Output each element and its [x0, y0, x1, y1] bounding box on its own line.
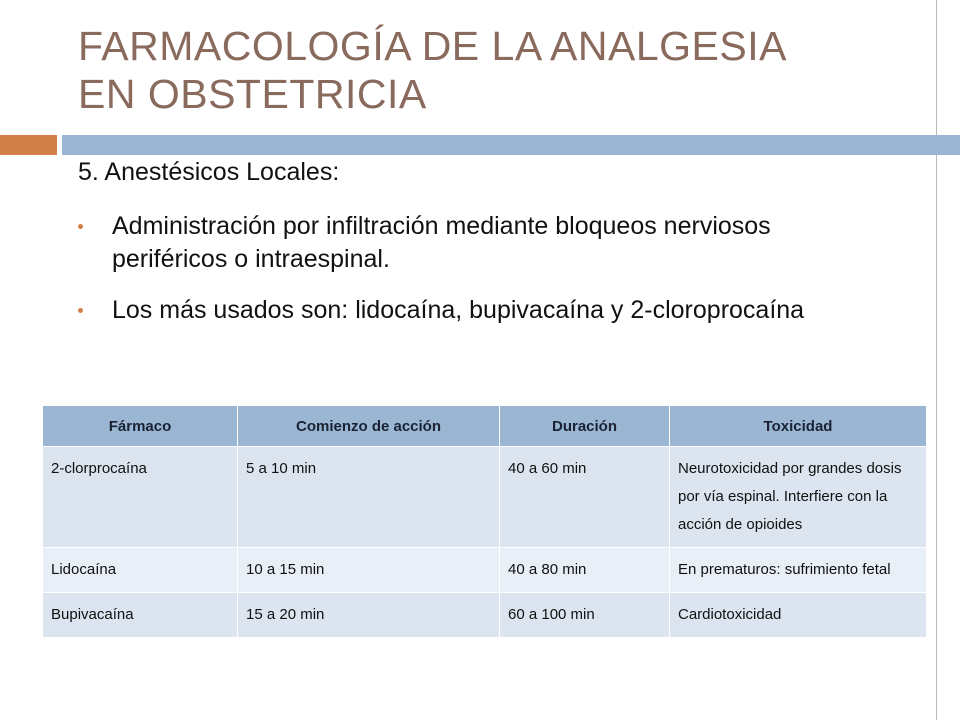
bullet-text: Los más usados son: lidocaína, bupivacaína y 2-cloroprocaína	[112, 296, 805, 324]
cell-toxicity: Cardiotoxicidad	[670, 593, 927, 638]
title-accent-bar-blue	[62, 135, 960, 155]
cell-duration: 40 a 80 min	[500, 548, 670, 593]
bullet-item	[78, 294, 888, 327]
cell-duration: 40 a 60 min	[500, 447, 670, 548]
local-anesthetics-table	[42, 405, 927, 638]
cell-drug: 2-clorprocaína	[43, 447, 238, 548]
slide-title	[78, 22, 898, 118]
cell-drug: Bupivacaína	[43, 593, 238, 638]
title-accent-bar-orange	[0, 135, 57, 155]
cell-onset: 10 a 15 min	[238, 548, 500, 593]
header-toxicity: Toxicidad	[670, 406, 927, 447]
title-line-2: EN OBSTETRICIA	[78, 71, 427, 117]
cell-toxicity: En prematuros: sufrimiento fetal	[670, 548, 927, 593]
table-row	[43, 593, 927, 638]
cell-drug: Lidocaína	[43, 548, 238, 593]
title-line-1: FARMACOLOGÍA DE LA ANALGESIA	[78, 23, 787, 69]
bullet-dot-icon	[78, 224, 83, 229]
bullet-dot-icon	[78, 308, 83, 313]
table-row	[43, 447, 927, 548]
header-drug: Fármaco	[43, 406, 238, 447]
cell-duration: 60 a 100 min	[500, 593, 670, 638]
bullet-item	[78, 210, 888, 276]
section-subheading: 5. Anestésicos Locales:	[78, 158, 340, 186]
cell-onset: 15 a 20 min	[238, 593, 500, 638]
table-row	[43, 548, 927, 593]
bullet-text: Administración por infiltración mediante bloqueos nerviosos periféricos o intraespinal.	[112, 212, 771, 273]
slide-right-border	[936, 0, 937, 720]
table-header-row	[43, 406, 927, 447]
header-onset: Comienzo de acción	[238, 406, 500, 447]
header-duration: Duración	[500, 406, 670, 447]
cell-toxicity: Neurotoxicidad por grandes dosis por vía espinal. Interfiere con la acción de opioides	[670, 447, 927, 548]
cell-onset: 5 a 10 min	[238, 447, 500, 548]
bullet-list	[78, 210, 888, 345]
